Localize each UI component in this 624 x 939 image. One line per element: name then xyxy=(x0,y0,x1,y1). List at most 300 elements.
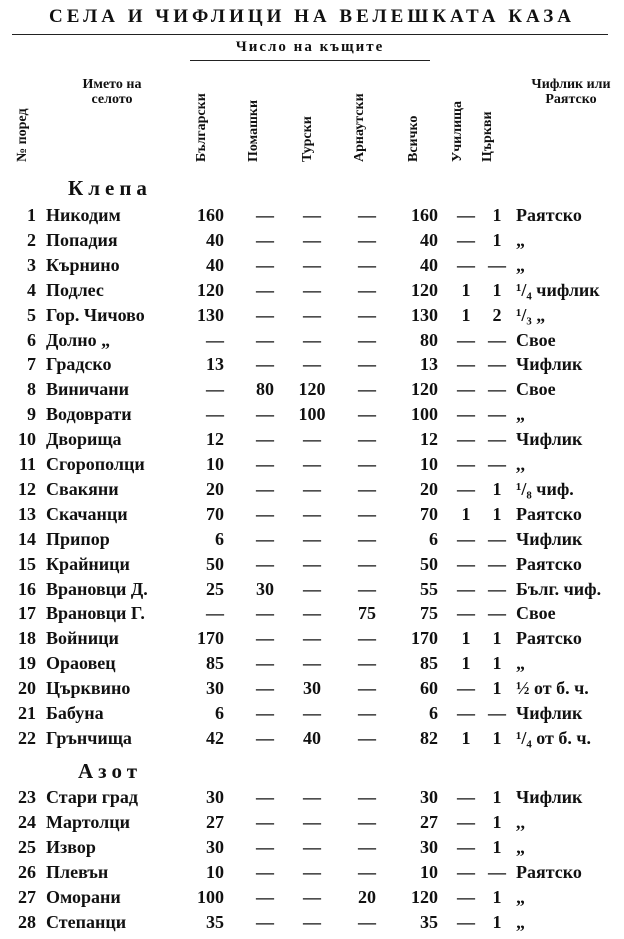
churches-count: — xyxy=(488,553,506,574)
schools-count: 1 xyxy=(461,628,471,649)
status-text: Чифлик xyxy=(516,528,583,549)
total-count: 55 xyxy=(420,578,438,599)
village-name: Бабуна xyxy=(46,703,104,723)
row-number: 14 xyxy=(18,528,36,549)
schools-count: 1 xyxy=(461,304,471,325)
status-text: „ xyxy=(516,254,525,275)
table-row xyxy=(0,860,624,885)
pomak-count: — xyxy=(256,528,274,549)
albanian-count: — xyxy=(358,861,376,882)
village-name: Скачанци xyxy=(46,503,128,524)
row-number: 1 xyxy=(27,205,36,225)
pomak-count: — xyxy=(256,628,274,649)
churches-count: 1 xyxy=(492,279,502,300)
bulgarian-count: 85 xyxy=(206,653,224,674)
albanian-count: — xyxy=(358,911,376,932)
bulgarian-count: — xyxy=(206,329,224,350)
pomak-count: — xyxy=(256,811,274,832)
schools-count: — xyxy=(457,911,475,932)
village-name: Припор xyxy=(46,528,110,549)
village-name: Оморани xyxy=(46,886,121,907)
total-count: 80 xyxy=(420,329,438,350)
turkish-count: — xyxy=(303,279,321,300)
row-number: 16 xyxy=(18,578,36,599)
total-count: 120 xyxy=(411,886,438,907)
pomak-count: — xyxy=(256,861,274,882)
table-row xyxy=(0,885,624,910)
churches-count: — xyxy=(488,379,506,400)
pomak-count: — xyxy=(256,911,274,932)
table-row xyxy=(0,701,624,726)
albanian-count: — xyxy=(358,354,376,375)
row-number: 23 xyxy=(18,787,36,807)
header-status xyxy=(522,77,620,107)
table-row xyxy=(0,651,624,676)
total-count: 85 xyxy=(420,653,438,674)
row-number: 12 xyxy=(18,478,36,499)
bulgarian-count: 35 xyxy=(206,911,224,932)
churches-count: 1 xyxy=(492,628,502,649)
albanian-count: — xyxy=(358,379,376,400)
village-name: Водоврати xyxy=(46,404,132,425)
village-name: Подлес xyxy=(46,279,104,300)
header-albanian: Арнаутски xyxy=(352,93,367,162)
schools-count: 1 xyxy=(461,653,471,674)
schools-count: — xyxy=(457,678,475,699)
albanian-count: — xyxy=(358,478,376,499)
total-count: 12 xyxy=(420,429,438,450)
schools-count: — xyxy=(457,254,475,275)
pomak-count: — xyxy=(256,503,274,524)
bulgarian-count: 30 xyxy=(206,836,224,857)
bulgarian-count: 20 xyxy=(206,478,224,499)
albanian-count: — xyxy=(358,578,376,599)
village-name: Гор. Чичово xyxy=(46,304,145,325)
churches-count: 1 xyxy=(492,205,502,225)
status-text: ¹/₈ чиф. xyxy=(516,478,574,499)
section-heading: Азот xyxy=(78,759,143,783)
village-name: Долно „ xyxy=(46,329,111,350)
churches-count: — xyxy=(488,429,506,450)
village-name: Дворища xyxy=(46,429,122,450)
pomak-count: — xyxy=(256,254,274,275)
row-number: 24 xyxy=(18,811,36,832)
albanian-count: — xyxy=(358,811,376,832)
churches-count: — xyxy=(488,404,506,425)
pomak-count: — xyxy=(256,454,274,474)
schools-count: — xyxy=(457,205,475,225)
albanian-count: — xyxy=(358,703,376,723)
row-number: 20 xyxy=(18,678,36,699)
total-count: 120 xyxy=(411,379,438,400)
total-count: 60 xyxy=(420,678,438,699)
table-row xyxy=(0,452,624,477)
churches-count: 1 xyxy=(492,229,502,250)
village-name: Врановци Г. xyxy=(46,603,145,624)
churches-count: — xyxy=(488,528,506,549)
churches-count: — xyxy=(488,578,506,599)
albanian-count: 20 xyxy=(358,886,376,907)
total-count: 13 xyxy=(420,354,438,375)
churches-count: 1 xyxy=(492,836,502,857)
turkish-count: — xyxy=(303,429,321,450)
churches-count: 2 xyxy=(492,304,502,325)
bulgarian-count: 50 xyxy=(206,553,224,574)
turkish-count: — xyxy=(303,703,321,723)
bulgarian-count: — xyxy=(206,603,224,624)
albanian-count: — xyxy=(358,787,376,807)
total-count: 160 xyxy=(411,205,438,225)
bulgarian-count: 40 xyxy=(206,254,224,275)
table-row xyxy=(0,203,624,228)
row-number: 11 xyxy=(18,454,36,474)
status-text: ½ от б. ч. xyxy=(516,678,589,699)
table-row xyxy=(0,552,624,577)
total-count: 10 xyxy=(420,454,438,474)
header-total: Всичко xyxy=(406,115,421,162)
row-number: 7 xyxy=(27,354,36,375)
bulgarian-count: 12 xyxy=(206,429,224,450)
albanian-count: — xyxy=(358,628,376,649)
row-number: 25 xyxy=(18,836,36,857)
churches-count: 1 xyxy=(492,727,502,748)
churches-count: 1 xyxy=(492,787,502,807)
status-text: Чифлик xyxy=(516,354,583,375)
total-count: 35 xyxy=(420,911,438,932)
section-heading: Клепа xyxy=(68,176,152,200)
churches-count: — xyxy=(488,454,506,474)
albanian-count: 75 xyxy=(358,603,376,624)
table-row xyxy=(0,377,624,402)
schools-count: — xyxy=(457,836,475,857)
schools-count: — xyxy=(457,811,475,832)
bulgarian-count: 40 xyxy=(206,229,224,250)
turkish-count: — xyxy=(303,911,321,932)
bulgarian-count: — xyxy=(206,404,224,425)
table-row xyxy=(0,352,624,377)
pomak-count: — xyxy=(256,787,274,807)
turkish-count: — xyxy=(303,861,321,882)
village-name: Крайници xyxy=(46,553,130,574)
row-number: 22 xyxy=(18,727,36,748)
pomak-count: 80 xyxy=(256,379,274,400)
status-text: Раятско xyxy=(516,553,582,574)
status-text: „ xyxy=(516,653,525,674)
status-text: „ xyxy=(516,886,525,907)
table-row xyxy=(0,303,624,328)
total-count: 30 xyxy=(420,787,438,807)
table-row xyxy=(0,502,624,527)
albanian-count: — xyxy=(358,205,376,225)
bulgarian-count: 160 xyxy=(197,205,224,225)
subheader-rule xyxy=(190,60,430,61)
village-name: Кърнино xyxy=(46,254,120,275)
row-number: 13 xyxy=(18,503,36,524)
total-count: 50 xyxy=(420,553,438,574)
page-title: СЕЛА И ЧИФЛИЦИ НА ВЕЛЕШКАТА КАЗА xyxy=(49,6,575,27)
status-text: ¹/₄ чифлик xyxy=(516,279,600,300)
churches-count: 1 xyxy=(492,653,502,674)
churches-count: 1 xyxy=(492,678,502,699)
schools-count: — xyxy=(457,703,475,723)
total-count: 6 xyxy=(429,703,438,723)
turkish-count: — xyxy=(303,478,321,499)
total-count: 130 xyxy=(411,304,438,325)
table-row xyxy=(0,527,624,552)
header-name-text: Името на селото xyxy=(82,77,142,107)
table-row xyxy=(0,810,624,835)
churches-count: 1 xyxy=(492,503,502,524)
bulgarian-count: 100 xyxy=(197,886,224,907)
bulgarian-count: 120 xyxy=(197,279,224,300)
header-status-text: Чифлик или Раятско xyxy=(531,77,611,107)
table-row xyxy=(0,402,624,427)
total-count: 75 xyxy=(420,603,438,624)
status-text: Свое xyxy=(516,603,556,624)
albanian-count: — xyxy=(358,454,376,474)
status-text: ,, xyxy=(516,811,525,832)
schools-count: — xyxy=(457,329,475,350)
header-schools: Училища xyxy=(450,101,465,162)
pomak-count: — xyxy=(256,205,274,225)
turkish-count: 120 xyxy=(298,379,326,400)
village-name: Стари град xyxy=(46,787,138,807)
albanian-count: — xyxy=(358,304,376,325)
albanian-count: — xyxy=(358,404,376,425)
village-name: Никодим xyxy=(46,205,121,225)
schools-count: — xyxy=(457,603,475,624)
bulgarian-count: 42 xyxy=(206,727,224,748)
header-churches: Църкви xyxy=(480,111,495,162)
village-name: Грънчища xyxy=(46,727,132,748)
albanian-count: — xyxy=(358,229,376,250)
turkish-count: — xyxy=(303,553,321,574)
pomak-count: — xyxy=(256,329,274,350)
status-text: ,, xyxy=(516,454,525,474)
total-count: 120 xyxy=(411,279,438,300)
pomak-count: — xyxy=(256,836,274,857)
turkish-count: — xyxy=(303,205,321,225)
pomak-count: — xyxy=(256,404,274,425)
status-text: „ xyxy=(516,229,525,250)
header-turkish: Турски xyxy=(300,116,315,162)
bulgarian-count: 70 xyxy=(206,503,224,524)
total-count: 40 xyxy=(420,229,438,250)
table-row xyxy=(0,785,624,810)
table-row xyxy=(0,477,624,502)
schools-count: — xyxy=(457,787,475,807)
bulgarian-count: 6 xyxy=(215,528,224,549)
churches-count: 1 xyxy=(492,911,502,932)
schools-count: — xyxy=(457,229,475,250)
albanian-count: — xyxy=(358,503,376,524)
schools-count: 1 xyxy=(461,279,471,300)
pomak-count: — xyxy=(256,653,274,674)
row-number: 2 xyxy=(27,229,36,250)
bulgarian-count: 13 xyxy=(206,354,224,375)
bulgarian-count: 170 xyxy=(197,628,224,649)
status-text: Раятско xyxy=(516,861,582,882)
status-text: Чифлик xyxy=(516,429,583,450)
churches-count: — xyxy=(488,861,506,882)
albanian-count: — xyxy=(358,653,376,674)
table-row xyxy=(0,427,624,452)
turkish-count: — xyxy=(303,603,321,624)
schools-count: — xyxy=(457,404,475,425)
row-number: 28 xyxy=(18,911,36,932)
turkish-count: — xyxy=(303,628,321,649)
total-count: 170 xyxy=(411,628,438,649)
bulgarian-count: 10 xyxy=(206,861,224,882)
albanian-count: — xyxy=(358,727,376,748)
village-name: Сгорополци xyxy=(46,454,145,474)
total-count: 70 xyxy=(420,503,438,524)
bulgarian-count: 10 xyxy=(206,454,224,474)
village-name: Мартолци xyxy=(46,811,130,832)
turkish-count: 40 xyxy=(303,727,321,748)
table-row xyxy=(0,577,624,602)
schools-count: — xyxy=(457,553,475,574)
bulgarian-count: 30 xyxy=(206,678,224,699)
table-row xyxy=(0,601,624,626)
pomak-count: — xyxy=(256,553,274,574)
schools-count: — xyxy=(457,528,475,549)
turkish-count: — xyxy=(303,578,321,599)
table-row xyxy=(0,626,624,651)
churches-count: 1 xyxy=(492,886,502,907)
status-text: Чифлик xyxy=(516,703,583,723)
pomak-count: 30 xyxy=(256,578,274,599)
schools-count: — xyxy=(457,578,475,599)
turkish-count: — xyxy=(303,653,321,674)
village-name: Църквино xyxy=(46,678,131,699)
table-row xyxy=(0,910,624,935)
total-count: 82 xyxy=(420,727,438,748)
row-number: 9 xyxy=(27,404,36,425)
bulgarian-count: 25 xyxy=(206,578,224,599)
status-text: ¹/₃ „ xyxy=(516,304,546,325)
row-number: 3 xyxy=(27,254,36,275)
row-number: 8 xyxy=(27,379,36,400)
albanian-count: — xyxy=(358,254,376,275)
albanian-count: — xyxy=(358,678,376,699)
turkish-count: — xyxy=(303,304,321,325)
total-count: 30 xyxy=(420,836,438,857)
table-row xyxy=(0,228,624,253)
table-row xyxy=(0,278,624,303)
table-row xyxy=(0,253,624,278)
churches-count: — xyxy=(488,703,506,723)
total-count: 27 xyxy=(420,811,438,832)
village-name: Степанци xyxy=(46,911,127,932)
turkish-count: — xyxy=(303,454,321,474)
table-row xyxy=(0,835,624,860)
row-number: 6 xyxy=(27,329,36,350)
status-text: ¹/₄ от б. ч. xyxy=(516,727,592,748)
village-name: Плевън xyxy=(46,861,109,882)
row-number: 10 xyxy=(18,429,36,450)
churches-count: — xyxy=(488,354,506,375)
houses-count-header: Число на къщите xyxy=(235,39,385,55)
total-count: 100 xyxy=(411,404,438,425)
bulgarian-count: — xyxy=(206,379,224,400)
bulgarian-count: 27 xyxy=(206,811,224,832)
status-text: Свое xyxy=(516,379,556,400)
header-name xyxy=(64,77,160,107)
village-name: Свакяни xyxy=(46,478,119,499)
row-number: 15 xyxy=(18,553,36,574)
status-text: Раятско xyxy=(516,205,582,225)
albanian-count: — xyxy=(358,528,376,549)
bulgarian-count: 6 xyxy=(215,703,224,723)
row-number: 26 xyxy=(18,861,36,882)
header-pomak: Помашки xyxy=(246,99,261,162)
pomak-count: — xyxy=(256,603,274,624)
village-name: Врановци Д. xyxy=(46,578,148,599)
pomak-count: — xyxy=(256,429,274,450)
pomak-count: — xyxy=(256,229,274,250)
churches-count: — xyxy=(488,329,506,350)
schools-count: — xyxy=(457,354,475,375)
schools-count: — xyxy=(457,379,475,400)
pomak-count: — xyxy=(256,727,274,748)
village-name: Войници xyxy=(46,628,119,649)
turkish-count: 100 xyxy=(298,404,326,425)
header-number: № поред xyxy=(15,108,30,162)
table-row xyxy=(0,726,624,751)
total-count: 40 xyxy=(420,254,438,275)
turkish-count: — xyxy=(303,811,321,832)
row-number: 4 xyxy=(27,279,36,300)
row-number: 19 xyxy=(18,653,36,674)
status-text: „ xyxy=(516,404,525,425)
header-bulgarian: Български xyxy=(194,93,209,162)
total-count: 10 xyxy=(420,861,438,882)
total-count: 6 xyxy=(429,528,438,549)
status-text: „ xyxy=(516,836,525,857)
status-text: Свое xyxy=(516,329,556,350)
pomak-count: — xyxy=(256,304,274,325)
turkish-count: — xyxy=(303,329,321,350)
turkish-count: — xyxy=(303,354,321,375)
status-text: Чифлик xyxy=(516,787,583,807)
churches-count: — xyxy=(488,603,506,624)
status-text: Раятско xyxy=(516,503,582,524)
status-text: Бълг. чиф. xyxy=(516,578,602,599)
pomak-count: — xyxy=(256,886,274,907)
churches-count: — xyxy=(488,254,506,275)
turkish-count: — xyxy=(303,787,321,807)
turkish-count: — xyxy=(303,886,321,907)
albanian-count: — xyxy=(358,329,376,350)
row-number: 18 xyxy=(18,628,36,649)
churches-count: 1 xyxy=(492,478,502,499)
bulgarian-count: 30 xyxy=(206,787,224,807)
village-name: Попадия xyxy=(46,229,118,250)
row-number: 21 xyxy=(18,703,36,723)
pomak-count: — xyxy=(256,354,274,375)
schools-count: — xyxy=(457,429,475,450)
schools-count: — xyxy=(457,861,475,882)
schools-count: 1 xyxy=(461,503,471,524)
schools-count: — xyxy=(457,886,475,907)
table-row xyxy=(0,676,624,701)
bulgarian-count: 130 xyxy=(197,304,224,325)
row-number: 27 xyxy=(18,886,36,907)
albanian-count: — xyxy=(358,429,376,450)
churches-count: 1 xyxy=(492,811,502,832)
status-text: Раятско xyxy=(516,628,582,649)
